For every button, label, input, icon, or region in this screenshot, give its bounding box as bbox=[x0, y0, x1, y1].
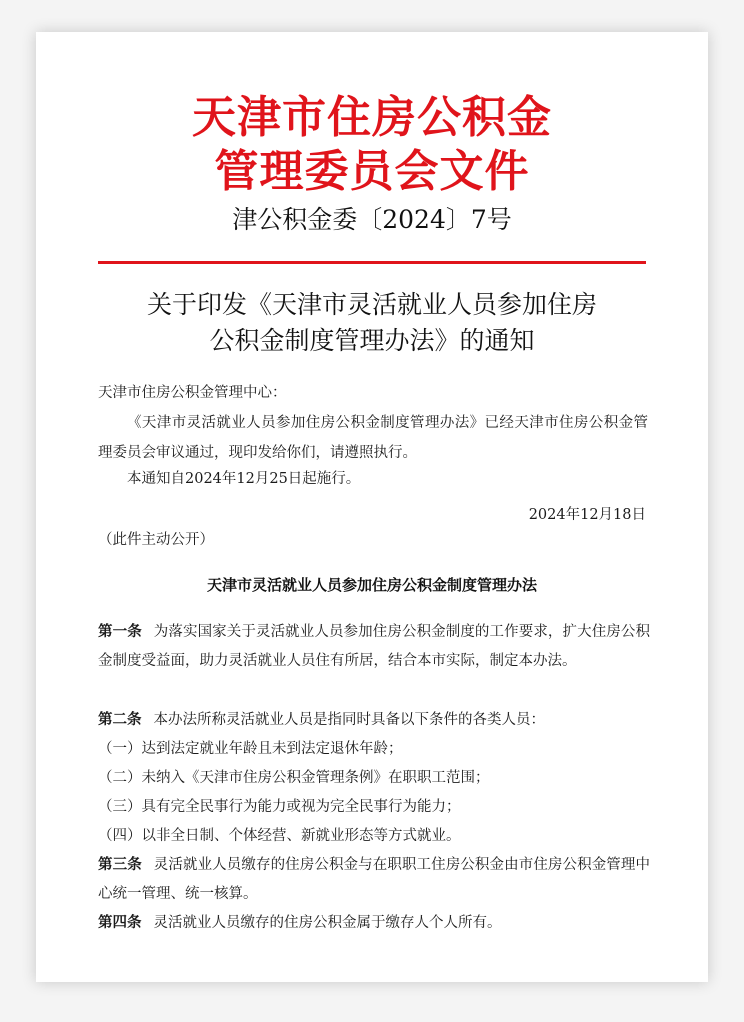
issuer-title-line2: 管理委员会文件 bbox=[214, 146, 530, 197]
article-label: 第四条 bbox=[98, 915, 142, 931]
red-divider bbox=[98, 261, 646, 264]
notice-paragraph-2: 本通知自2024年12月25日起施行。 bbox=[127, 471, 361, 487]
condition-item: （二）未纳入《天津市住房公积金管理条例》在职职工范围； bbox=[98, 770, 490, 786]
notice-paragraph-1: 《天津市灵活就业人员参加住房公积金制度管理办法》已经天津市住房公积金管理委员会审议通过，现印发给你们，请遵照执行。 bbox=[98, 415, 648, 461]
article-4 bbox=[98, 909, 650, 938]
addressee: 天津市住房公积金管理中心： bbox=[98, 385, 287, 401]
condition-item: （一）达到法定就业年龄且未到法定退休年龄； bbox=[98, 741, 403, 757]
article-label: 第一条 bbox=[98, 624, 142, 640]
article-1 bbox=[98, 618, 650, 676]
article-text: 灵活就业人员缴存的住房公积金属于缴存人个人所有。 bbox=[153, 915, 502, 931]
measures-title: 天津市灵活就业人员参加住房公积金制度管理办法 bbox=[206, 576, 537, 594]
issue-date: 2024年12月18日 bbox=[528, 507, 646, 523]
notice-title-line2: 公积金制度管理办法》的通知 bbox=[209, 326, 535, 355]
article-text: 为落实国家关于灵活就业人员参加住房公积金制度的工作要求，扩大住房公积金制度受益面，助力灵活就业人员住有所居，结合本市实际，制定本办法。 bbox=[98, 624, 651, 669]
article-label: 第三条 bbox=[98, 857, 142, 873]
article-label: 第二条 bbox=[98, 712, 142, 728]
article-2 bbox=[98, 706, 650, 735]
article-text: 本办法所称灵活就业人员是指同时具备以下条件的各类人员： bbox=[153, 712, 545, 728]
issuer-title-line1: 天津市住房公积金 bbox=[192, 92, 552, 143]
article-text: 灵活就业人员缴存的住房公积金与在职职工住房公积金由市住房公积金管理中心统一管理、统一核算。 bbox=[98, 857, 651, 902]
disclosure-note: （此件主动公开） bbox=[98, 532, 214, 548]
document-number: 津公积金委〔2024〕7号 bbox=[232, 205, 512, 234]
article-3 bbox=[98, 851, 650, 909]
notice-title-line1: 关于印发《天津市灵活就业人员参加住房 bbox=[146, 290, 597, 319]
document-page bbox=[36, 32, 708, 982]
condition-item: （三）具有完全民事行为能力或视为完全民事行为能力； bbox=[98, 799, 461, 815]
condition-item: （四）以非全日制、个体经营、新就业形态等方式就业。 bbox=[98, 828, 461, 844]
